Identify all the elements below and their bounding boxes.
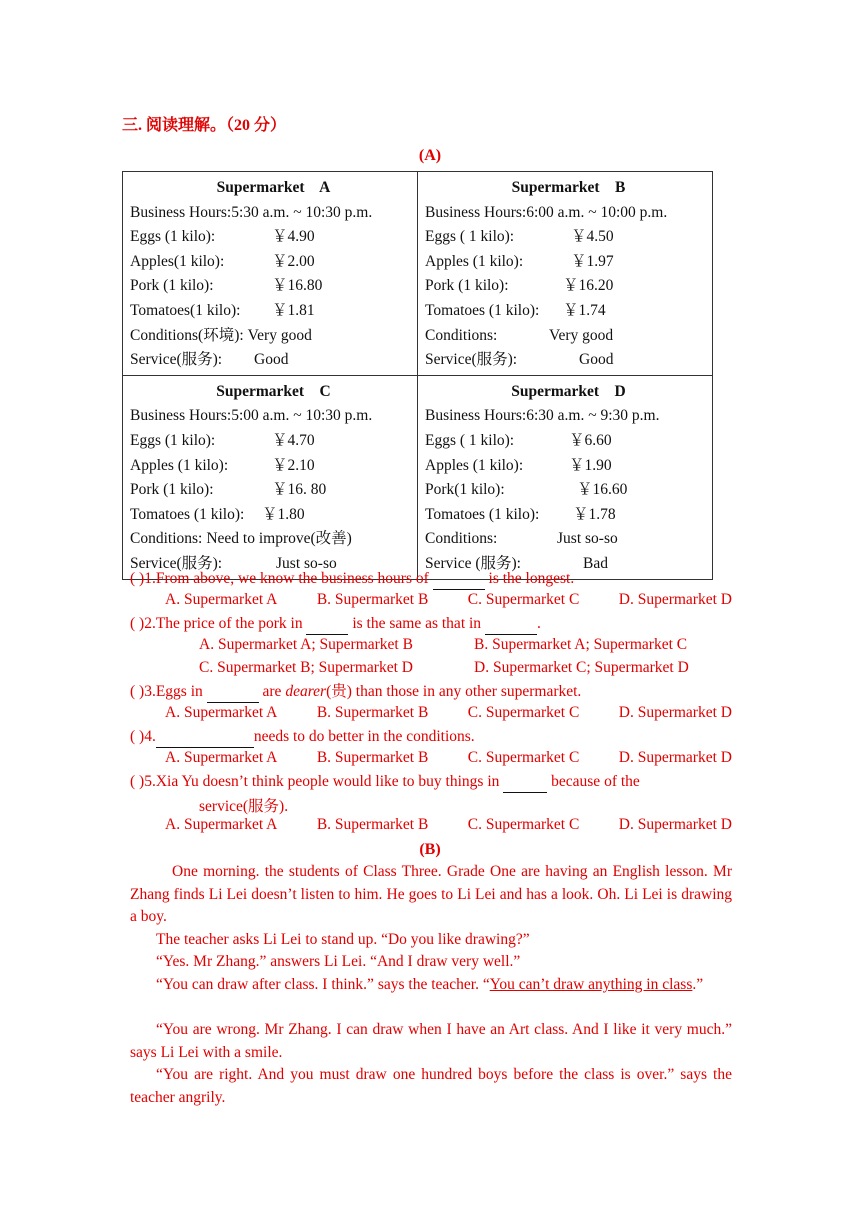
question-4-stem-end: needs to do better in the conditions. <box>253 728 475 745</box>
hours-value: 5:30 a.m. ~ 10:30 p.m. <box>231 203 373 221</box>
pork-label: Pork(1 kilo): <box>425 481 505 499</box>
apples-value: ￥2.10 <box>272 456 315 474</box>
pork-value: ￥16.60 <box>577 481 628 499</box>
conditions-value: Very good <box>247 326 312 344</box>
row-pork <box>425 274 712 299</box>
question-2-options-row2 <box>199 659 689 677</box>
conditions-value: Very good <box>549 326 614 344</box>
underlined-sentence: You can’t draw anything in class <box>489 976 693 993</box>
passage-a-label: (A) <box>418 147 442 164</box>
answer-blank <box>207 702 259 703</box>
tomatoes-label: Tomatoes (1 kilo): <box>425 505 540 523</box>
pork-label: Pork (1 kilo): <box>130 277 214 295</box>
row-apples <box>425 250 712 275</box>
section-title: 三. 阅读理解。（20 分） <box>122 117 287 134</box>
passage-b-paragraph-3: “Yes. Mr Zhang.” answers Li Lei. “And I draw very well.” <box>156 953 521 970</box>
apples-value: ￥1.97 <box>571 252 614 270</box>
passage-b-paragraph-4 <box>130 974 732 997</box>
option-a: A. Supermarket A <box>165 816 278 833</box>
conditions-label: Conditions: <box>130 530 203 548</box>
row-tomatoes <box>425 299 712 324</box>
row-hours <box>130 201 417 226</box>
row-pork <box>130 274 417 299</box>
passage-b-label: (B) <box>419 841 441 858</box>
service-value: Good <box>254 351 289 369</box>
apples-value: ￥1.90 <box>569 456 612 474</box>
conditions-value: Just so-so <box>557 530 618 548</box>
answer-blank <box>306 634 348 635</box>
row-apples <box>130 250 417 275</box>
supermarket-b-cell <box>418 172 713 376</box>
eggs-value: ￥4.90 <box>272 228 315 246</box>
question-3-keyword: dearer <box>285 683 327 700</box>
hours-value: 6:00 a.m. ~ 10:00 p.m. <box>526 203 668 221</box>
pork-label: Pork (1 kilo): <box>130 481 214 499</box>
option-b: B. Supermarket A; Supermarket C <box>474 636 688 653</box>
question-3-stem-mid: are <box>258 683 286 700</box>
option-b: B. Supermarket B <box>316 816 429 833</box>
option-d: D. Supermarket D <box>618 749 732 766</box>
eggs-label: Eggs (1 kilo): <box>130 228 216 246</box>
answer-blank <box>156 747 254 748</box>
tomatoes-value: ￥1.74 <box>563 301 606 319</box>
hours-label: Business Hours: <box>425 203 527 221</box>
supermarket-c-cell <box>123 375 418 579</box>
supermarket-name: Supermarket B <box>511 179 626 196</box>
question-2-stem-end: . <box>536 615 541 632</box>
supermarket-name: Supermarket D <box>511 382 626 400</box>
option-c: C. Supermarket C <box>467 749 580 766</box>
passage-b-paragraph-6: “You are right. And you must draw one hundred boys before the class is over.” says the teacher angrily. <box>130 1066 732 1106</box>
question-2-stem-mid: is the same as that in <box>348 615 485 632</box>
row-hours <box>425 404 712 429</box>
answer-blank <box>485 634 537 635</box>
tomatoes-label: Tomatoes (1 kilo): <box>425 301 540 319</box>
question-1-options <box>165 591 732 609</box>
row-pork <box>425 478 712 503</box>
row-conditions <box>425 527 712 552</box>
option-c: C. Supermarket B; Supermarket D <box>199 659 413 676</box>
supermarket-a-cell <box>123 172 418 376</box>
option-c: C. Supermarket C <box>467 591 580 608</box>
option-d: D. Supermarket C; Supermarket D <box>474 659 689 676</box>
tomatoes-value: ￥1.78 <box>573 505 616 523</box>
question-2 <box>130 613 732 635</box>
paragraph-4-text: “You can draw after class. I think.” says the teacher. “ <box>156 976 490 993</box>
eggs-value: ￥6.60 <box>569 431 612 449</box>
question-4 <box>130 726 732 748</box>
service-value: Good <box>579 351 614 369</box>
row-tomatoes <box>130 503 417 528</box>
service-label: Service(服务): <box>130 554 223 572</box>
row-hours <box>425 201 712 226</box>
question-1-stem-end: is the longest. <box>484 570 575 587</box>
supermarket-table <box>122 171 713 580</box>
pork-label: Pork (1 kilo): <box>425 277 509 295</box>
hours-label: Business Hours: <box>425 407 527 425</box>
tomatoes-value: ￥1.81 <box>272 301 315 319</box>
option-b: B. Supermarket B <box>316 704 429 721</box>
row-hours <box>130 404 417 429</box>
question-1 <box>130 568 732 590</box>
pork-value: ￥16.20 <box>563 277 614 295</box>
supermarket-name: Supermarket C <box>216 382 331 400</box>
row-apples <box>425 454 712 479</box>
option-d: D. Supermarket D <box>618 591 732 608</box>
row-conditions <box>130 527 417 552</box>
conditions-label: Conditions: <box>425 326 498 344</box>
option-b: B. Supermarket B <box>316 749 429 766</box>
question-2-options-row1 <box>199 636 687 654</box>
option-a: A. Supermarket A <box>165 704 278 721</box>
apples-value: ￥2.00 <box>272 252 315 270</box>
question-5-stem: ( )5.Xia Yu doesn’t think people would like to buy things in <box>130 773 504 790</box>
question-3 <box>130 681 732 703</box>
question-2-stem: ( )2.The price of the pork in <box>130 615 307 632</box>
eggs-label: Eggs ( 1 kilo): <box>425 431 515 449</box>
question-3-options <box>165 704 732 722</box>
tomatoes-value: ￥1.80 <box>262 505 305 523</box>
row-service <box>130 348 417 373</box>
row-tomatoes <box>130 299 417 324</box>
apples-label: Apples (1 kilo): <box>425 252 524 270</box>
pork-value: ￥16. 80 <box>272 481 327 499</box>
option-b: B. Supermarket B <box>316 591 429 608</box>
service-label: Service(服务): <box>130 351 223 369</box>
question-4-options <box>165 749 732 767</box>
conditions-label: Conditions: <box>425 530 498 548</box>
paragraph-4-end: .” <box>692 976 704 993</box>
row-pork <box>130 478 417 503</box>
question-5 <box>130 771 732 793</box>
question-4-stem: ( )4. <box>130 728 156 745</box>
passage-b-paragraph-5: “You are wrong. Mr Zhang. I can draw when I have an Art class. And I like it very much.” says Li Lei with a smile. <box>130 1021 732 1061</box>
row-tomatoes <box>425 503 712 528</box>
row-eggs <box>425 225 712 250</box>
service-value: Just so-so <box>276 554 337 572</box>
passage-b-paragraph-2: The teacher asks Li Lei to stand up. “Do you like drawing?” <box>156 931 530 948</box>
apples-label: Apples(1 kilo): <box>130 252 225 270</box>
option-d: D. Supermarket D <box>618 704 732 721</box>
option-a: A. Supermarket A <box>165 591 278 608</box>
supermarket-d-cell <box>418 375 713 579</box>
row-eggs <box>130 225 417 250</box>
conditions-label: Conditions(环境): <box>130 326 244 344</box>
question-5-stem-end: because of the <box>547 773 640 790</box>
row-eggs <box>425 429 712 454</box>
row-eggs <box>130 429 417 454</box>
question-3-stem: ( )3.Eggs in <box>130 683 207 700</box>
answer-blank <box>433 589 485 590</box>
passage-b-paragraph-1: One morning. the students of Class Three. Grade One are having an English lesson. Mr Zhang finds Li Lei doesn’t listen to him. He goes to Li Lei and has a look. Oh. Li Lei is drawing a boy. <box>130 863 732 926</box>
hours-label: Business Hours: <box>130 203 232 221</box>
row-conditions <box>130 324 417 349</box>
conditions-value: Need to improve(改善) <box>206 530 352 548</box>
eggs-label: Eggs ( 1 kilo): <box>425 228 515 246</box>
option-c: C. Supermarket C <box>467 704 580 721</box>
supermarket-name: Supermarket A <box>216 179 331 196</box>
hours-label: Business Hours: <box>130 407 232 425</box>
service-label: Service (服务): <box>425 554 521 572</box>
row-apples <box>130 454 417 479</box>
question-5-options <box>165 816 732 834</box>
option-a: A. Supermarket A <box>165 749 278 766</box>
option-a: A. Supermarket A; Supermarket B <box>199 636 413 653</box>
question-5-stem-line2: service(服务). <box>199 798 289 815</box>
option-c: C. Supermarket C <box>467 816 580 833</box>
question-3-stem-end: (贵) than those in any other supermarket. <box>326 683 582 700</box>
apples-label: Apples (1 kilo): <box>425 456 524 474</box>
tomatoes-label: Tomatoes (1 kilo): <box>130 505 245 523</box>
answer-blank <box>503 792 547 793</box>
eggs-label: Eggs (1 kilo): <box>130 431 216 449</box>
hours-value: 6:30 a.m. ~ 9:30 p.m. <box>526 407 660 425</box>
row-service <box>425 348 712 373</box>
service-label: Service(服务): <box>425 351 518 369</box>
hours-value: 5:00 a.m. ~ 10:30 p.m. <box>231 407 373 425</box>
pork-value: ￥16.80 <box>272 277 323 295</box>
tomatoes-label: Tomatoes(1 kilo): <box>130 301 241 319</box>
option-d: D. Supermarket D <box>618 816 732 833</box>
eggs-value: ￥4.50 <box>571 228 614 246</box>
row-conditions <box>425 324 712 349</box>
apples-label: Apples (1 kilo): <box>130 456 229 474</box>
service-value: Bad <box>583 554 608 572</box>
question-1-stem: ( )1.From above, we know the business hours of <box>130 570 433 587</box>
eggs-value: ￥4.70 <box>272 431 315 449</box>
